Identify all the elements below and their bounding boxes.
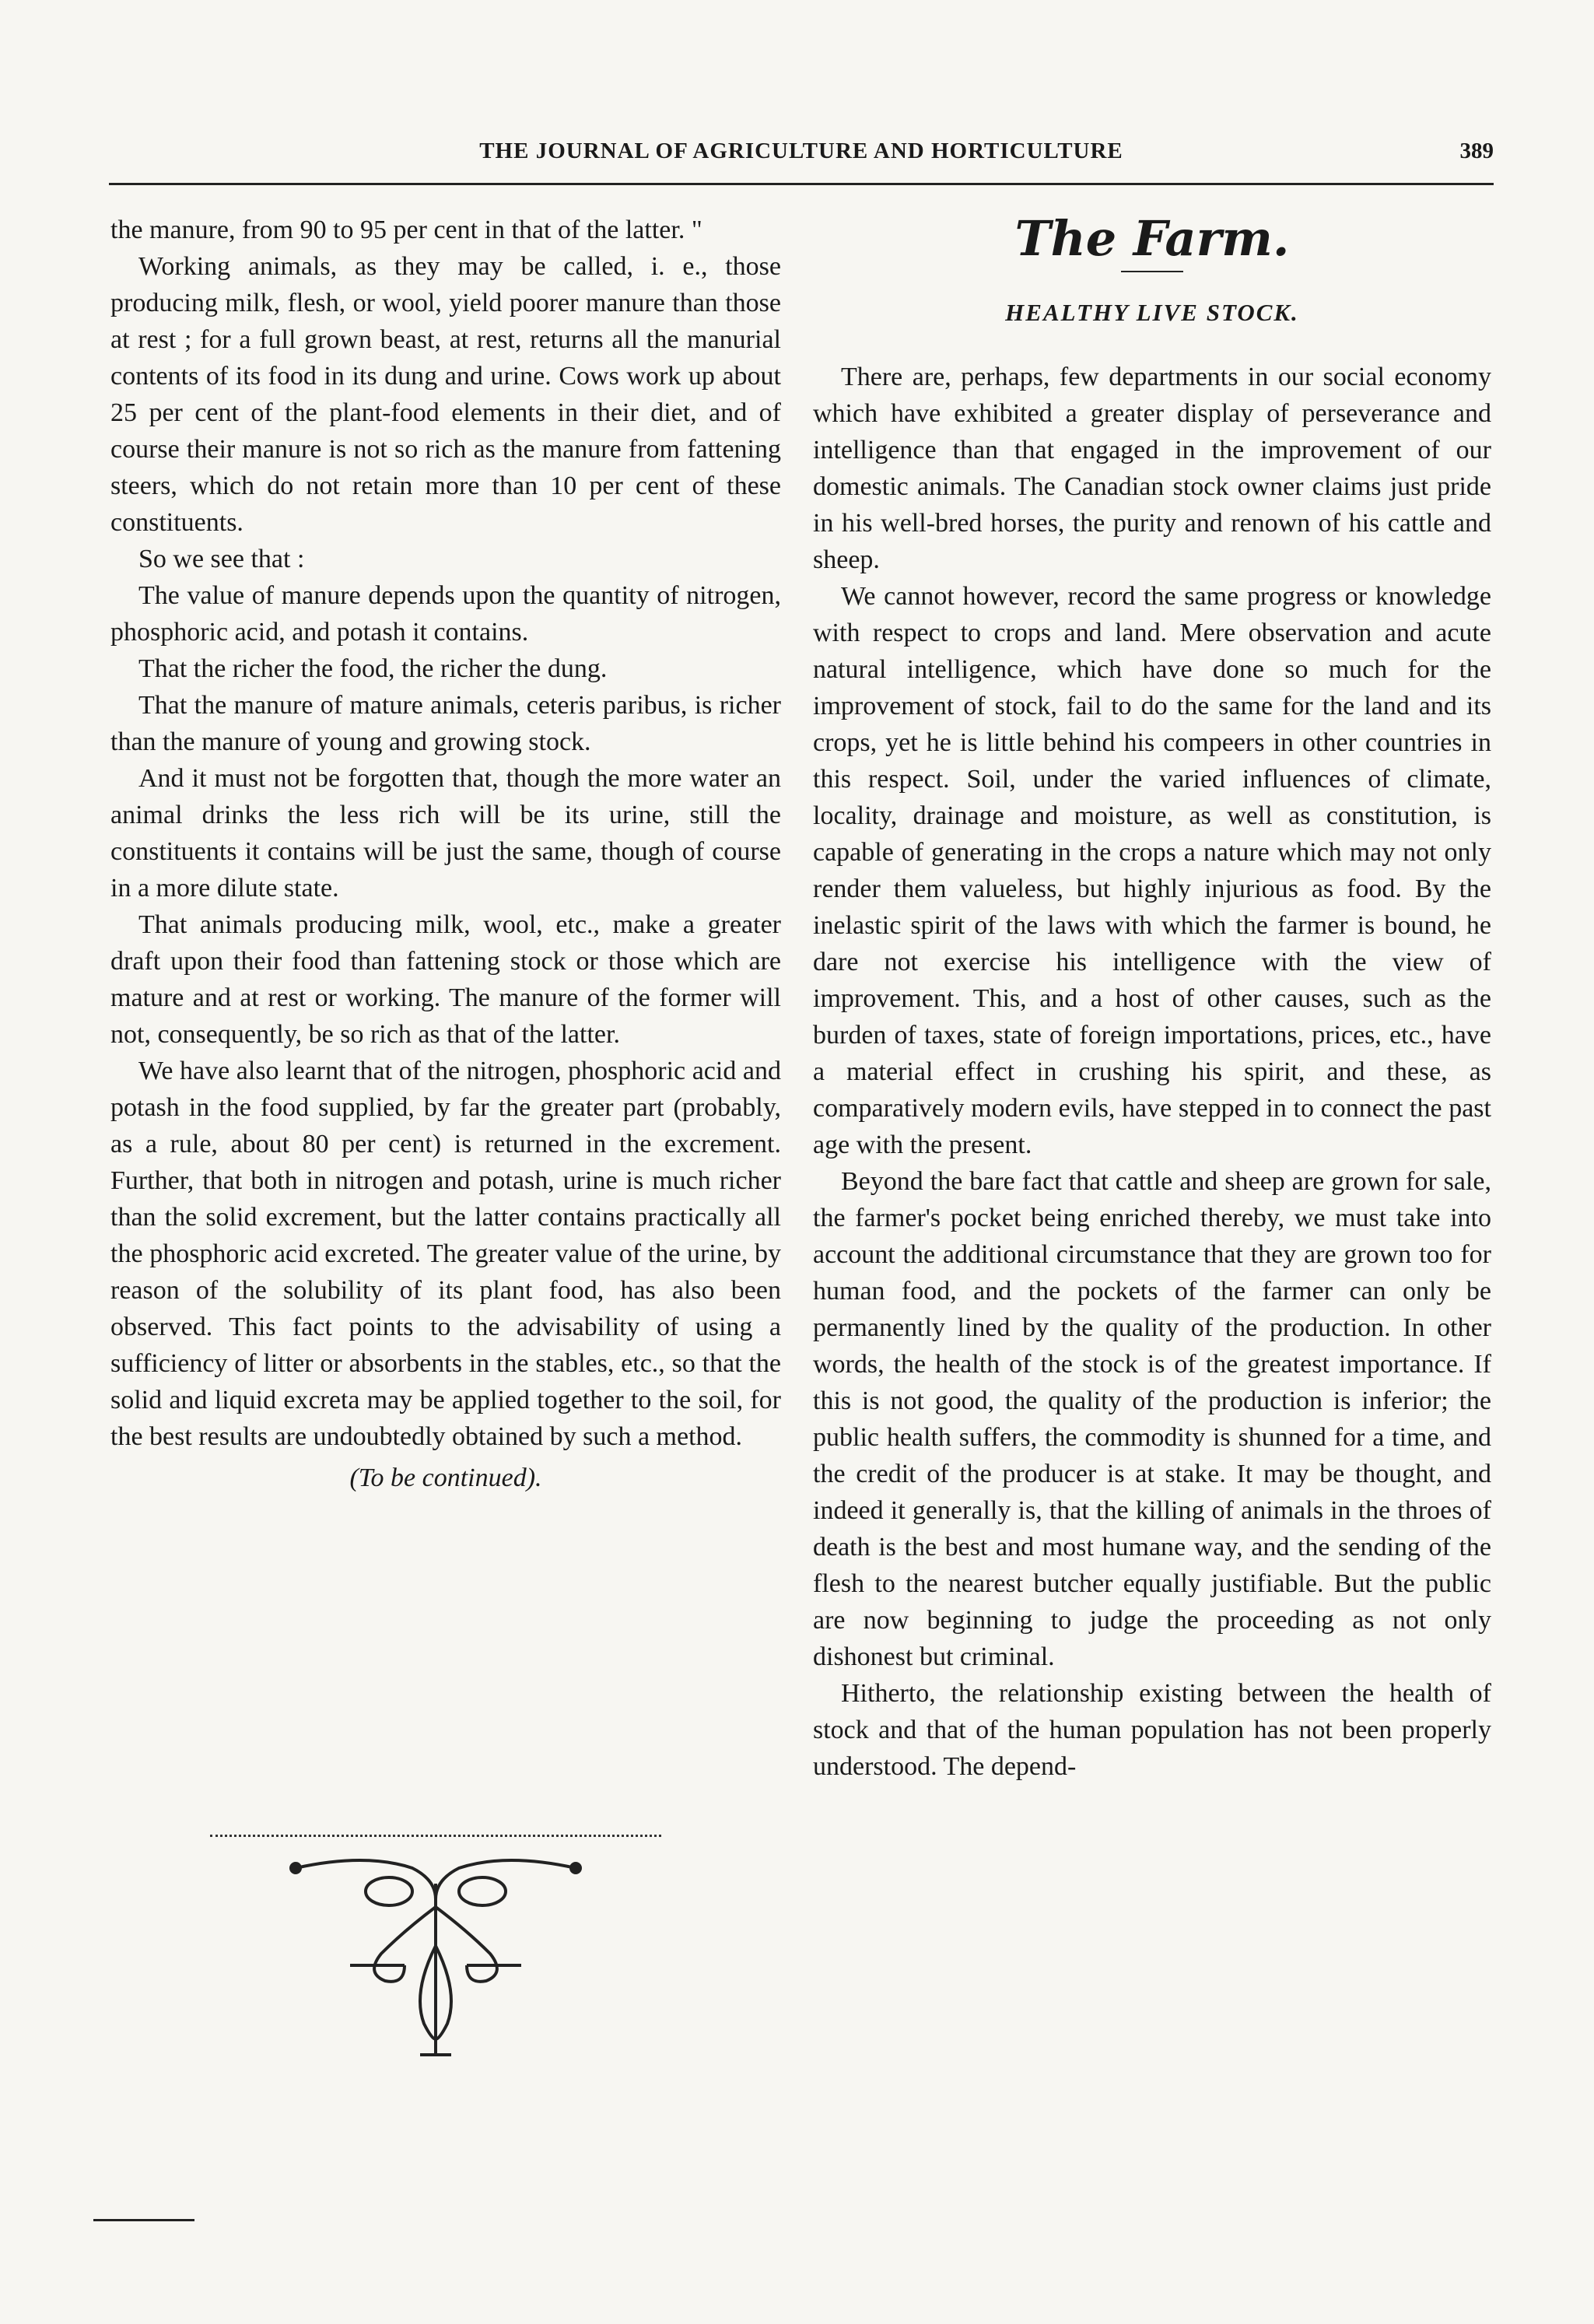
paragraph: We cannot however, record the same progress or knowledge with respect to crops and land. Mere observation and acute natural intelligence, which have done so much for the improvement of stock, fail to do the same for the land and its crops, yet he is little behind his compeers in other countries in this respect. Soil, under the varied influences of climate, locality, drainage and moisture, as well as constitution, is capable of generating in the crops a nature which may not only render them valueless, but highly injurious as food. By the inelastic spirit of the laws with which the farmer is bound, he dare not exercise his intelligence with the view of improvement. This, and a host of other causes, such as the burden of taxes, state of foreign importations, prices, etc., have a material effect in crushing his spirit, and these, as comparatively modern evils, have stepped in to connect the past age with the present. <box>813 582 1491 1159</box>
ornament <box>210 1835 661 2084</box>
paragraph: Beyond the bare fact that cattle and sheep are grown for sale, the farmer's pocket being enriched thereby, we must take into account the additional circumstance that they are grown too for human food, and the pockets of the farmer can only be permanently lined by the quality of the production. In other words, the health of the stock is of the greatest importance. If this is not good, the quality of the production is inferior; the public health suffers, the commodity is shunned for a time, and the credit of the producer is at stake. It may be thought, and indeed it generally is, that the killing of animals in the throes of death is the best and most humane way, and the sending of the flesh to the nearest butcher equally justifiable. But the public are now beginning to judge the proceeding as not only dishonest but criminal. <box>813 1167 1491 1671</box>
paragraph: So we see that : <box>138 545 305 573</box>
margin-mark <box>93 2219 194 2221</box>
paragraph: Working animals, as they may be called, i. e., those producing milk, flesh, or wool, yield poorer manure than those at rest ; for a full grown beast, at rest, returns all the manurial contents of its food in its dung and urine. Cows work up about 25 per cent of the plant-food elements in their diet, and of course their manure is not so rich as the manure from fattening steers, which do not retain more than 10 per cent of these constituents. <box>110 252 781 537</box>
paragraph: And it must not be forgotten that, though the more water an animal drinks the less rich will be its urine, still the constituents it contains will be just the same, though of course in a more dilute state. <box>110 764 781 903</box>
header-rule <box>109 183 1494 185</box>
continued-note: (To be continued). <box>349 1463 542 1492</box>
paragraph: That animals producing milk, wool, etc., make a greater draft upon their food than fattening stock or those which are mature and at rest or working. The manure of the former will not, consequently, be so rich as that of the latter. <box>110 910 781 1049</box>
paragraph: We have also learnt that of the nitrogen, phosphoric acid and potash in the food supplied, by far the greater part (probably, as a rule, about 80 per cent) is returned in the excrement. Further, that both in nitrogen and potash, urine is much richer than the solid excrement, but the latter contains practically all the phosphoric acid excreted. The greater value of the urine, by reason of the solubility of its plant food, has also been observed. This fact points to the advisability of using a sufficiency of litter or absorbents in the stables, etc., so that the solid and liquid excreta may be applied together to the soil, for the best results are undoubtedly obtained by such a method. <box>110 1057 781 1451</box>
page-number: 389 <box>1459 138 1494 163</box>
flourish-icon <box>210 1837 661 2070</box>
paragraph: That the manure of mature animals, ceteris paribus, is richer than the manure of young and growing stock. <box>110 691 781 756</box>
paragraph: That the richer the food, the richer the dung. <box>138 654 608 683</box>
paragraph: the manure, from 90 to 95 per cent in that of the latter. " <box>110 216 702 244</box>
left-column <box>110 212 781 1496</box>
journal-title: THE JOURNAL OF AGRICULTURE AND HORTICULTURE <box>479 138 1123 163</box>
section-title: The Farm. <box>1014 210 1290 267</box>
title-rule <box>1121 271 1183 272</box>
article-heading: HEALTHY LIVE STOCK. <box>1005 299 1299 326</box>
paragraph: Hitherto, the relationship existing between the health of stock and that of the human population has not been properly understood. The depend- <box>813 1679 1491 1781</box>
right-column <box>813 212 1491 1785</box>
running-header <box>109 134 1494 174</box>
paragraph: There are, perhaps, few departments in our social economy which have exhibited a greater display of perseverance and intelligence than that engaged in the improvement of our domestic animals. The Canadian stock owner claims just pride in his well-bred horses, the purity and renown of his cattle and sheep. <box>813 363 1491 574</box>
paragraph: The value of manure depends upon the quantity of nitrogen, phosphoric acid, and potash it contains. <box>110 581 781 647</box>
